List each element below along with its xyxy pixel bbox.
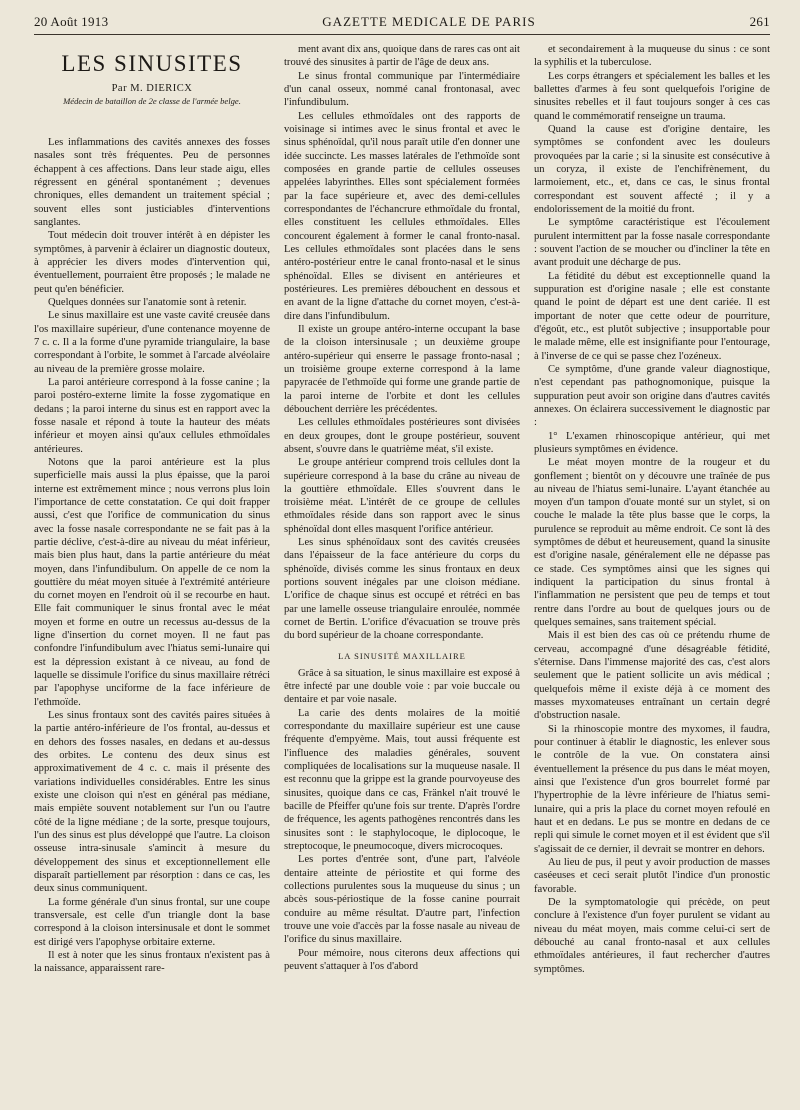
column-1 <box>34 43 270 1099</box>
paragraph: 1° L'examen rhinoscopique antérieur, qui met plusieurs symptômes en évidence. <box>534 430 770 455</box>
column-2 <box>284 43 520 1099</box>
paragraph: La paroi antérieure correspond à la fosse canine ; la paroi postéro-externe limite la fosse zygomatique en dedans ; la paroi interne du sinus est en rapport avec la fosse nasale et répond à toute la hauteur des méats inférieur et moyen ainsi qu'aux cellules ethmoïdales antérieures. <box>34 376 270 455</box>
column-2-body-continued <box>284 667 520 974</box>
paragraph: Les cellules ethmoïdales ont des rapports de voisinage si intimes avec le sinus frontal et avec le sinus sphénoïdal, qu'il nous paraît utile d'en donner une idée succincte. Les masses latérales de l'ethmoïde sont composées en grande partie de cellules osseuses appelées labyrinthes. Elles sont spécialement formées par la face supérieure et, avec des demi-cellules correspondantes de l'échancrure ethmoïdale du frontal, elles constituent les cellules ethmoïdales. Elles concourent également à former le canal fronto-nasal. Les cellules ethmoïdales sont placées dans le sens antéro-postérieur entre le canal fronto-nasal et le sinus sphénoïdal. Elles se divisent en antérieures et postérieures. Les premières débouchent en dessous et en avant de la ligne d'attache du cornet moyen, c'est-à-dire dans l'infundibulum. <box>284 110 520 322</box>
section-heading: LA SINUSITÉ MAXILLAIRE <box>338 650 466 661</box>
paragraph: Les portes d'entrée sont, d'une part, l'alvéole dentaire atteinte de périostite et qui forme des collections purulentes sous la muqueuse du sinus ; un abcès sous-périostique de la fosse canine pourrait conduire au même résultat. D'autre part, l'infection trouve une voie d'accès par la fosse nasale au niveau de l'orifice du sinus maxillaire. <box>284 854 520 946</box>
paragraph: Il existe un groupe antéro-interne occupant la base de la cloison intersinusale ; un deuxième groupe antéro-supérieur qui enserre le passage fronto-nasal ; un troisième groupe externe correspond à la lame papyracée de l'ethmoïde qui forme une grande partie de la paroi interne de l'orbite et dont les cellules débouchent derrière les précédentes. <box>284 323 520 415</box>
paragraph: Il est à noter que les sinus frontaux n'existent pas à la naissance, apparaissent rare- <box>34 950 270 975</box>
paragraph: La fétidité du début est exceptionnelle quand la suppuration est d'origine nasale ; elle est constante quand le point de départ est une dent cariée. Il est important de noter que cette odeur de pourriture, d'égoût, etc., est plutôt subjective ; insupportable pour le malade même, elle est insignifiante pour l'entourage, à l'inverse de ce qui se passe chez l'ozéneux. <box>534 270 770 362</box>
paragraph: ment avant dix ans, quoique dans de rares cas ont ait trouvé des sinusites à partir de l'âge de deux ans. <box>284 44 520 69</box>
column-3-body <box>534 43 770 976</box>
paragraph: Tout médecin doit trouver intérêt à en dépister les symptômes, à parvenir à éclairer un diagnostic douteux, à apprécier les divers modes d'intervention qui, éventuellement, pourraient être proposés ; le malade ne peut qu'en bénéficier. <box>34 230 270 295</box>
paragraph: Les sinus frontaux sont des cavités paires situées à la partie antéro-inférieure de l'os frontal, au-dessus et en dehors des fosses nasales, en dedans et au-dessus des orbites. Le contenu des deux sinus est approximativement de 4 c. c. mais il présente des variations individuelles considérables. Entre les sinus existe une cloison qui n'est en général pas médiane, mais empiète souvent notablement sur l'un ou l'autre côté de la ligne médiane ; de la sorte, presque toujours, l'un des sinus est plus développé que l'autre. La cloison osseuse intra-sinusale s'amincit à mesure du développement des sinus et exceptionnellement elle disparaît partiellement par résorption : dans ce cas, les deux sinus communiquent. <box>34 710 270 895</box>
paragraph: Pour mémoire, nous citerons deux affections qui peuvent s'attaquer à l'os d'abord <box>284 947 520 972</box>
paragraph: Le sinus maxillaire est une vaste cavité creusée dans l'os maxillaire supérieur, d'une contenance moyenne de 7 c. c. Il a la forme d'une pyramide triangulaire, la base correspondant à l'orbite, le sommet à l'arcade alvéolaire au niveau de la première grosse molaire. <box>34 310 270 375</box>
text-columns <box>34 43 770 1099</box>
paragraph: Au lieu de pus, il peut y avoir production de masses caséeuses et ceci serait plutôt l'indice d'un pronostic favorable. <box>534 857 770 895</box>
journal-title: GAZETTE MEDICALE DE PARIS <box>322 14 536 29</box>
paragraph: Les corps étrangers et spécialement les balles et les ballettes d'armes à feu sont quelquefois l'origine de sinusites rebelles et il faut toujours songer à ces cas quand le commémoratif renseigne un trauma. <box>534 70 770 122</box>
column-2-body <box>284 43 520 643</box>
column-3 <box>534 43 770 1099</box>
issue-date: 20 Août 1913 <box>34 14 109 29</box>
paragraph: Mais il est bien des cas où ce prétendu rhume de cerveau, accompagné d'une désagréable fétidité, s'éternise. Dans l'immense majorité des cas, c'est alors seulement que le patient sollicite un avis médical ; quelquefois même il existe déjà à ce moment des masses myxomateuses entraînant un certain degré d'obstruction nasale. <box>534 630 770 722</box>
paragraph: Les sinus sphénoïdaux sont des cavités creusées dans l'épaisseur de la face antérieure du corps du sphénoïde, divisés comme les sinus frontaux en deux portions souvent inégales par une cloison médiane. L'orifice de chaque sinus est occupé et rétréci en bas par une lamelle osseuse triangulaire enroulée, nommée cornet de Bertin. L'orifice d'évacuation se trouve près du bord supérieur de la choane correspondante. <box>284 537 520 642</box>
page-number: 261 <box>749 14 770 29</box>
paragraph: Notons que la paroi antérieure est la plus superficielle mais aussi la plus épaisse, que la paroi interne est extrêmement mince ; nous verrons plus loin l'importance de cette constatation. Ce qui doit frapper aussi, c'est que l'orifice de communication du sinus avec la fosse nasale correspondante ne se fait pas à la partie déclive, c'est-à-dire au niveau du méat inférieur, mais bien plus haut, dans la partie antérieure du méat moyen, dans l'infundibulum. On appelle de ce nom la gouttière du méat moyen située à l'extrémité antérieure du cornet moyen en l'endroit où il se recourbe en haut. Elle fait communiquer le sinus frontal avec le méat moyen et forme en outre un recessus au-dessus de la ligne d'insertion du cornet moyen. Il ne faut pas confondre l'infundibulum avec l'hiatus semi-lunaire qui est la dépression existant à ce niveau, au fond de laquelle se dissimule l'orifice du sinus maxillaire rétréci par l'apophyse unciforme de la face inférieure de l'ethmoïde. <box>34 456 270 708</box>
paragraph: Les inflammations des cavités annexes des fosses nasales sont très fréquentes. Peu de personnes échappent à ces affections. Dans leur stade aigu, elles régressent en général spontanément ; devenues chroniques, elles demandent un traitement spécial ; souvent elles sont justiciables d'interventions sanglantes. <box>34 137 270 228</box>
article-title: LES SINUSITES <box>61 51 243 76</box>
paragraph: Le sinus frontal communique par l'intermédiaire d'un canal osseux, nommé canal frontonasal, avec l'infundibulum. <box>284 70 520 109</box>
column-1-body <box>34 136 270 976</box>
paragraph: Quand la cause est d'origine dentaire, les symptômes se confondent avec les douleurs provoquées par la carie ; si la sinusite est consécutive à un coryza, il existe de l'enchifrènement, du larmoiement, etc., et, dans ce cas, le sinus frontal correspondant est souvent affecté ; il y a endolorissement de la moitié du front. <box>534 123 770 215</box>
author-affiliation: Médecin de bataillon de 2e classe de l'armée belge. <box>63 96 241 106</box>
paragraph: De la symptomatologie qui précède, on peut conclure à l'existence d'un foyer purulent se vidant au niveau du méat moyen, mais comme celui-ci sert de débouché au canal fronto-nasal et aux cellules ethmoïdales antérieures, il faut rechercher d'autres symptômes. <box>534 897 770 975</box>
paragraph: Le méat moyen montre de la rougeur et du gonflement ; bientôt on y découvre une traînée de pus au niveau de l'hiatus semi-lunaire. L'ayant étanchée au moyen d'un tampon d'ouate monté sur un stylet, si on couche le malade la tête plus basse que le corps, la purulence se reproduit au même endroit. Ce sont là des symptômes de début et heureusement, quand la sinusite est d'origine nasale, généralement elle ne dépasse pas ce stade. Ces symptômes ainsi que les signes qui indiquent la participation du sinus frontal à l'inflammation ne persistent que peu de temps et tout rentre dans l'ordre au bout de quelques jours ou de quelques semaines, sans traitement spécial. <box>534 457 770 629</box>
running-header <box>34 14 770 35</box>
article-author: Par M. DIERICX <box>111 83 193 94</box>
paragraph: et secondairement à la muqueuse du sinus : ce sont la syphilis et la tuberculose. <box>534 44 770 69</box>
paragraph: Quelques données sur l'anatomie sont à retenir. <box>48 296 247 308</box>
paragraph: La carie des dents molaires de la moitié correspondante du maxillaire supérieur est une cause fréquente d'empyème. Mais, tout aussi fréquente est l'influence des maladies générales, souvent compliquées de localisations sur la muqueuse nasale. Il est reconnu que la grippe est la grande pourvoyeuse des sinusites, quoique dans ce cas, Fränkel n'ait trouvé le bacille de Pfeiffer qu'une fois sur trente. D'après l'ordre de fréquence, les agents pathogènes rencontrés dans les sinusites sont : le staphylocoque, le diplocoque, le streptocoque, le pneumocoque, divers microcoques. <box>284 707 520 853</box>
paragraph: Le groupe antérieur comprend trois cellules dont la supérieure correspond à la base du crâne au niveau de la gouttière ethmoïdale. Elles s'ouvrent dans le troisième méat. L'intérêt de ce groupe de cellules ethmoïdales réside dans son rapport avec le sinus sphénoïdal dont elles masquent l'orifice antérieur. <box>284 457 520 535</box>
paragraph: La forme générale d'un sinus frontal, sur une coupe transversale, est celle d'un triangle dont la base correspond à la cloison intersinusale et dont le sommet est dirigé vers l'apophyse orbitaire externe. <box>34 896 270 948</box>
paragraph: Grâce à sa situation, le sinus maxillaire est exposé à être infecté par une double voie : par voie buccale ou dentaire et par voie nasale. <box>284 667 520 706</box>
paragraph: Ce symptôme, d'une grande valeur diagnostique, n'est cependant pas pathognomonique, puisque la suppuration peut avoir son origine dans d'autres cavités annexes. On éclairera successivement le diagnostic par : <box>534 363 770 429</box>
paragraph: Si la rhinoscopie montre des myxomes, il faudra, pour continuer à établir le diagnostic, les enlever sous le contrôle de la vue. On constatera ainsi éventuellement la présence du pus dans le méat moyen, ainsi que l'existence d'un gros bourrelet formé par l'hypertrophie de la lèvre inférieure de l'hiatus semi-lunaire, qui a pris la place du cornet moyen refoulé en haut et en dedans. Le pus se montre en dedans de ce repli qui simule le cornet moyen et il est évident que s'il s'agissait de ce dernier, il devrait se montrer en dehors. <box>534 723 770 855</box>
paragraph: Les cellules ethmoïdales postérieures sont divisées en deux groupes, dont le groupe postérieur, souvent absent, s'ouvre dans le quatrième méat, s'il existe. <box>284 417 520 455</box>
paragraph: Le symptôme caractéristique est l'écoulement purulent intermittent par la fosse nasale correspondante : souvent l'action de se moucher ou d'incliner la tête en avant produit une décharge de pus. <box>534 217 770 269</box>
